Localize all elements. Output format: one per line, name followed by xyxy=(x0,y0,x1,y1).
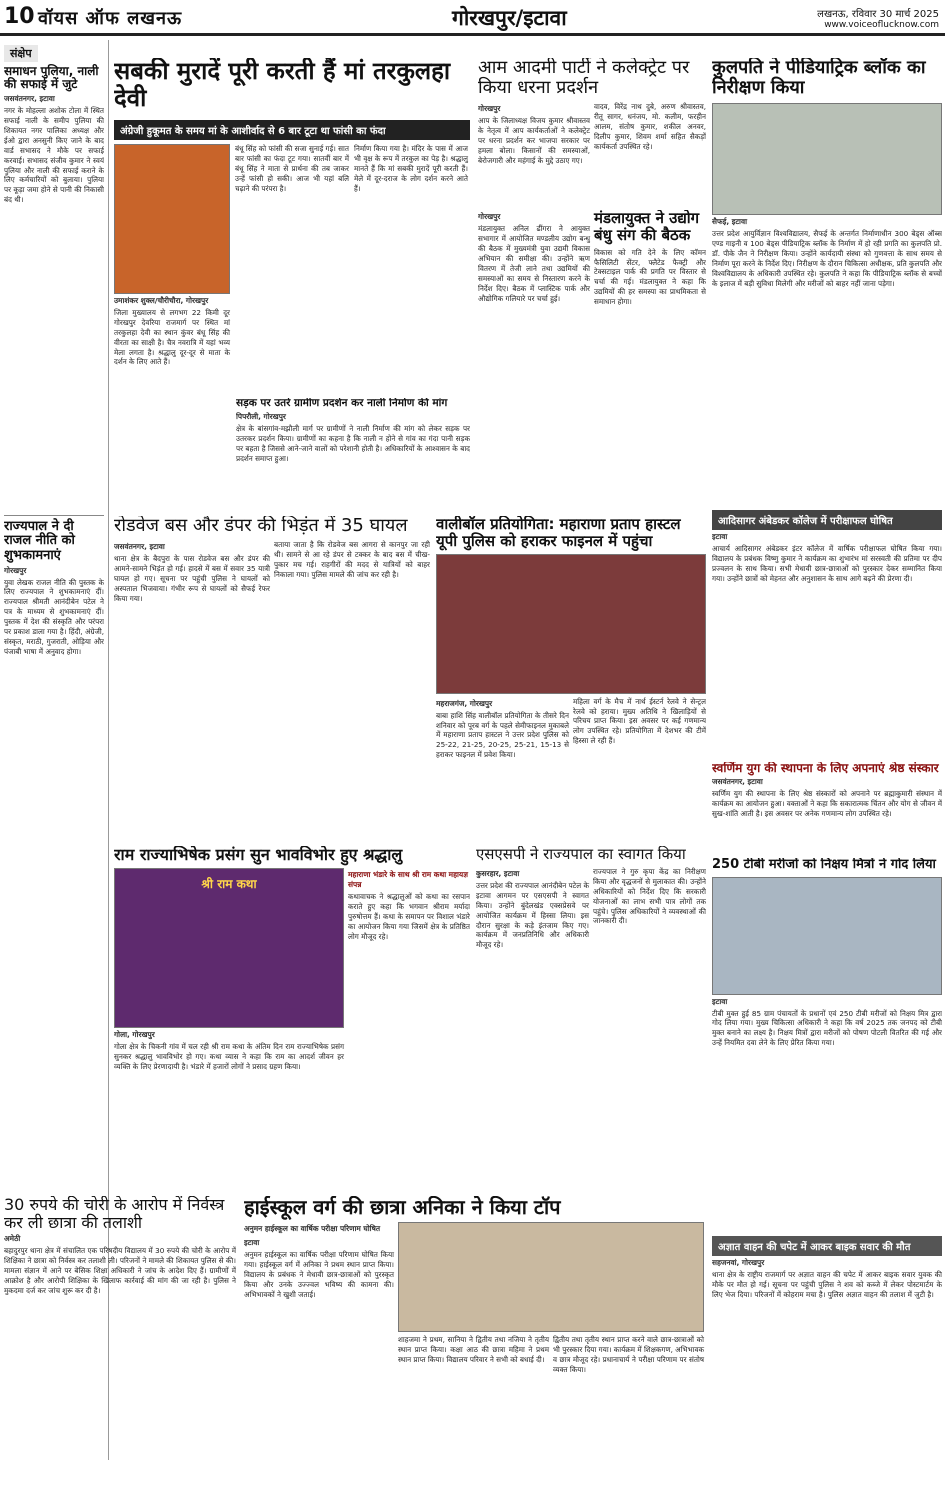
roadways-dateline: जसवंतनगर, इटावा xyxy=(114,542,165,552)
vc-inspection-photo xyxy=(712,103,942,215)
rural-headline: सड़क पर उतरे ग्रामीण प्रदर्शन कर नाली निर्माण की मांग xyxy=(236,398,448,409)
ram-text-2: कथावाचक ने श्रद्धालुओं को कथा का रसपान कराते हुए कहा कि भगवान श्रीराम मर्यादा पुरुषोत्तम हैं। कथा के समापन पर विशाल भंडारे का आयोजन किया गया जिसमें क्षेत्र के प्रतिष्ठित लोग मौजूद रहे। xyxy=(348,891,470,941)
vc-headline: कुलपति ने पीडियाट्रिक ब्लॉक का निरीक्षण किया xyxy=(712,58,926,99)
ambedkar-text: आचार्य आदिसागर अंबेडकर इंटर कॉलेज में वार्षिक परीक्षाफल घोषित किया गया। विद्यालय के प्रबंधक विष्णु कुमार ने कार्यक्रम का शुभारंभ मां सरस्वती की प्रतिमा पर दीप प्रज्वलन के साथ किया। सभी मेधावी छात्र-छात्राओं को पुरस्कार देकर सम्मानित किया गया। उन्होंने छात्रों को मेहनत और अनुशासन के साथ आगे बढ़ने की प्रेरणा दी। xyxy=(712,544,942,583)
accident-story xyxy=(712,1236,942,1456)
rural-dateline: पिपरौली, गोरखपुर xyxy=(236,411,286,421)
express-dateline: कुसरहार, इटावा xyxy=(476,868,520,878)
sidebar-story1-dateline: जसवंतनगर, इटावा xyxy=(4,93,55,103)
aap-names: वादव, विरेंद्र नाथ दुबे, अरुण श्रीवास्तव, रीतू सागर, धनंजय, मो. कलीम, फरहीन आलम, संतोष कुमार, शकील अनवर, दिलीप कुमार, शिवम शर्मा सहित सैकड़ों कार्यकर्ता उपस्थित रहे। xyxy=(594,102,706,152)
accident-text: थाना क्षेत्र के राष्ट्रीय राजमार्ग पर अज्ञात वाहन की चपेट में आकर बाइक सवार युवक की मौके पर मौत हो गई। सूचना पर पहुंची पुलिस ने शव को कब्जे में लेकर पोस्टमार्टम के लिए भेज दिया। परिजनों में कोहराम मचा है। पुलिस अज्ञात वाहन की तलाश में जुटी है। xyxy=(712,1270,942,1299)
page-number: 10 xyxy=(4,4,35,29)
topper-text-3: द्वितीय तथा तृतीय स्थान प्राप्त करने वाले छात्र-छात्राओं को भी पुरस्कार दिया गया। कार्यक्रम में शिक्षकगण, अभिभावक व छात्र मौजूद रहे। प्रधानाचार्य ने परीक्षा परिणाम पर संतोष व्यक्त किया। xyxy=(553,1335,705,1375)
roadways-story xyxy=(114,516,430,816)
vc-story xyxy=(712,58,942,508)
volleyball-story xyxy=(436,516,706,836)
lead-text-2: बंधू सिंह को फांसी की सजा सुनाई गई। सात बार फांसी का फंदा टूट गया। सातवीं बार में बंधू सिंह ने माता से प्रार्थना की तब जाकर उन्हें फांसी हो सकी। आज भी यहां बलि चढ़ाने की परंपरा है। xyxy=(235,143,349,193)
roadways-text-2: बताया जाता है कि रोडवेज बस आगरा से कानपुर जा रही थी। सामने से आ रहे डंपर से टक्कर के बाद बस में चीख-पुकार मच गई। राहगीरों की मदद से यात्रियों को बाहर निकाला गया। पुलिस मामले की जांच कर रही है। xyxy=(274,540,430,579)
tb-headline: 250 टीबी मरीजों को निक्षय मित्रों ने गोद लिया xyxy=(712,858,936,872)
udyog-dateline: गोरखपुर xyxy=(478,212,501,221)
lead-headline: सबकी मुरादें पूरी करती हैं मां तरकुलहा देवी xyxy=(114,58,451,112)
roadways-text: थाना क्षेत्र के बैदपुरा के पास रोडवेज बस और डंपर की आमने-सामने भिड़ंत हो गई। हादसे में बस में सवार 35 यात्री घायल हो गए। सूचना पर पहुंची पुलिस ने घायलों को अस्पताल भिजवाया। गंभीर रूप से घायलों को सैफई रेफर किया गया। xyxy=(114,554,270,603)
edition-title: गोरखपुर/इटावा xyxy=(452,6,567,30)
brand-name: वॉयस ऑफ लखनऊ xyxy=(38,8,183,29)
goddess-photo xyxy=(114,144,230,294)
aap-text: आप के जिलाध्यक्ष विजय कुमार श्रीवास्तव के नेतृत्व में आप कार्यकर्ताओं ने कलेक्ट्रेट पर धरना प्रदर्शन कर भाजपा सरकार पर हमला बोला। किसानों की समस्याओं, बेरोजगारी और महंगाई के मुद्दे उठाए गए। xyxy=(478,116,590,166)
vc-text: उत्तर प्रदेश आयुर्विज्ञान विश्वविद्यालय, सैफई के अन्तर्गत निर्माणाधीन 300 बेड्स ऑब्स एण्ड गाइनी व 100 बेड्स पीडियाट्रिक ब्लॉक के निर्माण में हो रही प्रगति का कुलपति प्रो. डॉ. पीके जैन ने निरीक्षण किया। उन्होंने कार्यदायी संस्था को गुणवत्ता के साथ समय से निर्माण पूरा करने के निर्देश दिए। निरीक्षण के दौरान चिकित्सा अधीक्षक, प्रति कुलपति और विश्वविद्यालय के अधिकारी उपस्थित रहे। कुलपति ने कहा कि पीडियाट्रिक ब्लॉक से बच्चों के इलाज में बड़ी सुविधा मिलेगी और मरीजों को बाहर नहीं जाना पड़ेगा। xyxy=(712,229,942,288)
ram-dateline: गोला, गोरखपुर xyxy=(114,1029,155,1039)
accident-headline: अज्ञात वाहन की चपेट में आकर बाइक सवार की मौत xyxy=(712,1236,942,1256)
topper-photo xyxy=(398,1222,704,1332)
sidebar-label: संक्षेप xyxy=(4,45,38,62)
sidebar-story1-headline: समाधन पुलिया, नाली की सफाई में जुटे xyxy=(4,64,99,92)
sidebar-story2-dateline: गोरखपुर xyxy=(4,565,27,575)
express-story xyxy=(476,846,706,1166)
tb-dateline: इटावा xyxy=(712,996,728,1006)
theft-headline: 30 रुपये की चोरी के आरोप में निर्वस्त्र कर ली छात्रा की तलाशी xyxy=(4,1196,225,1232)
udyog-story xyxy=(478,210,706,510)
express-text: उत्तर प्रदेश की राज्यपाल आनंदीबेन पटेल के इटावा आगमन पर एसएसपी ने स्वागत किया। उन्होंने बुंदेलखंड एक्सप्रेसवे पर आयोजित कार्यक्रम में हिस्सा लिया। इस दौरान सुरक्षा के कड़े इंतजाम किए गए। कार्यक्रम में जनप्रतिनिधि और अधिकारी मौजूद रहे। xyxy=(476,880,589,950)
ambedkar-story xyxy=(712,510,942,760)
ram-story xyxy=(114,846,470,1166)
topper-text-2: शाहजमा ने प्रथम, सानिया ने द्वितीय तथा नजिया ने तृतीय स्थान प्राप्त किया। कक्षा आठ की छात्रा महिमा ने प्रथम स्थान प्राप्त किया। विद्यालय परिवार ने सभी को बधाई दी। xyxy=(398,1335,549,1365)
udyog-text: मंडलायुक्त अनिल ढींगरा ने आयुक्त सभागार में आयोजित मण्डलीय उद्योग बन्धु की बैठक में मुख्यमंत्री युवा उद्यमी विकास अभियान की समीक्षा की। उन्होंने ऋण वितरण में तेजी लाने तथा उद्यमियों की समस्याओं का समय से निस्तारण करने के निर्देश दिए। बैठक में प्लास्टिक पार्क और औद्योगिक गलियारे पर चर्चा हुई। xyxy=(478,224,590,303)
lead-subhead: अंग्रेजी हुकूमत के समय मां के आशीर्वाद से 6 बार टूटा था फांसी का फंदा xyxy=(114,120,470,140)
rural-story xyxy=(236,398,470,510)
swarnim-headline: स्वर्णिम युग की स्थापना के लिए अपनाएं श्रेष्ठ संस्कार xyxy=(712,762,939,775)
topper-text: अनुमन हाईस्कूल का वार्षिक परीक्षा परिणाम घोषित किया गया। हाईस्कूल वर्ग में अनिका ने प्रथम स्थान प्राप्त किया। विद्यालय के प्रबंधक ने मेधावी छात्र-छात्राओं को पुरस्कृत किया और उनके उज्ज्वल भविष्य की कामना की। अभिभावकों ने खुशी जताई। xyxy=(244,1250,394,1300)
vc-dateline: सैफई, इटावा xyxy=(712,217,747,227)
roadways-headline: रोडवेज बस और डंपर की भिड़ंत में 35 घायल xyxy=(114,516,408,536)
udyog-text-2: विकास को गति देने के लिए कॉमन फैसिलिटी सेंटर, फ्लैटेड फैक्ट्री और टेक्सटाइल पार्क की प्रगति पर विस्तार से चर्चा की गई। मंडलायुक्त ने कहा कि उद्यमियों की हर समस्या का प्राथमिकता से समाधान होगा। xyxy=(594,247,706,307)
theft-story xyxy=(4,1196,236,1460)
topper-subhead: अनुमन हाईस्कूल का वार्षिक परीक्षा परिणाम घोषित xyxy=(244,1224,381,1234)
swarnim-text: स्वर्णिम युग की स्थापना के लिए श्रेष्ठ संस्कारों को अपनाने पर ब्रह्माकुमारी संस्थान में कार्यक्रम का आयोजन हुआ। वक्ताओं ने कहा कि सकारात्मक चिंतन और योग से जीवन में सुख-शांति आती है। इस अवसर पर अनेक गणमान्य लोग उपस्थित रहे। xyxy=(712,789,942,819)
volleyball-text: बाबा हाशि सिंह वालीबॉल प्रतियोगिता के तीसरे दिन शनिवार को पूरब वर्ग के पहले सेमीफाइनल मुकाबले में महाराणा प्रताप हास्टल ने उत्तर प्रदेश पुलिस को 25-22, 21-25, 20-25, 25-21, 15-13 से हराकर फाइनल में प्रवेश किया। xyxy=(436,710,569,760)
tb-story xyxy=(712,858,942,1228)
ram-katha-photo: श्री राम कथा xyxy=(114,868,344,1028)
volleyball-dateline: महराजगंज, गोरखपुर xyxy=(436,698,493,708)
sidebar-story1-text: नगर के मोहल्ला अशोक टोला में स्थित सफाई नाली के समीप पुलिया की शिकायत नगर पालिका अध्यक्ष और ईओ द्वारा अनसुनी किए जाने के बाद वार्ड सभासद ने मौके पर सफाई करवाई। सभासद संजीव कुमार ने स्वयं पुलिया और नाली की सफाई कराने के लिए कर्मचारियों को बुलाया। पुलिया पर कूड़ा जमा होने से पानी की निकासी बंद थी। xyxy=(4,105,104,205)
theft-text: बहादुरपुर थाना क्षेत्र में संचालित एक परिषदीय विद्यालय में 30 रुपये की चोरी के आरोप में शिक्षिका ने छात्रा को निर्वस्त्र कर तलाशी ली। परिजनों ने मामले की शिकायत पुलिस से की। मामला संज्ञान में आने पर बेसिक शिक्षा अधिकारी ने जांच के आदेश दिए हैं। ग्रामीणों में आक्रोश है और आरोपी शिक्षिका के खिलाफ कार्रवाई की मांग की जा रही है। पुलिस ने मुकदमा दर्ज कर जांच शुरू कर दी है। xyxy=(4,1245,236,1295)
theft-dateline: अमेठी xyxy=(4,1233,21,1243)
sidebar-story2-text: युवा लेखक राजल नीति की पुस्तक के लिए राज्यपाल ने शुभकामनाएं दीं। राज्यपाल श्रीमती आनंदीबेन पटेल ने पत्र के माध्यम से शुभकामनाएं दीं। पुस्तक में देश की संस्कृति और परंपरा पर प्रकाश डाला गया है। हिंदी, अंग्रेजी, संस्कृत, मराठी, गुजराती, ओड़िया और पंजाबी भाषा में अनुवाद होगा। xyxy=(4,577,104,657)
topper-story xyxy=(244,1196,706,1460)
swarnim-dateline: जसवंतनगर, इटावा xyxy=(712,777,763,787)
ambedkar-dateline: इटावा xyxy=(712,532,728,541)
sidebar-story2-headline: राज्यपाल ने दी राजल नीति को शुभकामनाएं xyxy=(4,518,75,563)
express-text-2: राज्यपाल ने गुरु कृपा केंद्र का निरीक्षण किया और वृद्धजनों से मुलाकात की। उन्होंने अधिकारियों को निर्देश दिए कि सरकारी योजनाओं का लाभ सभी पात्र लोगों तक पहुंचे। पुलिस अधिकारियों ने व्यवस्थाओं की जानकारी दी। xyxy=(593,866,706,926)
tb-text: टीबी मुक्त हुई 85 ग्राम पंचायतों के प्रधानों एवं 250 टीबी मरीजों को निक्षय मित्र द्वारा गोद लिया गया। मुख्य चिकित्सा अधिकारी ने कहा कि वर्ष 2025 तक जनपद को टीबी मुक्त बनाने का लक्ष्य है। निक्षय मित्रों द्वारा मरीजों को पोषण पोटली वितरित की गई और उन्हें नियमित दवा लेने के लिए प्रेरित किया गया। xyxy=(712,1008,942,1048)
aap-dateline: गोरखपुर xyxy=(478,104,501,114)
ram-text: गोला क्षेत्र के चिकनी गांव में चल रही श्री राम कथा के अंतिम दिन राम राज्याभिषेक प्रसंग सुनकर श्रद्धालु भावविभोर हो गए। कथा व्यास ने कहा कि राम का आदर्श जीवन हर व्यक्ति के लिए प्रेरणादायी है। भंडारे में हजारों लोगों ने प्रसाद ग्रहण किया। xyxy=(114,1041,344,1071)
ram-headline: राम राज्याभिषेक प्रसंग सुन भावविभोर हुए श्रद्धालु xyxy=(114,846,403,864)
lead-text-1: जिला मुख्यालय से लगभग 22 किमी दूर गोरखपुर देवरिया राजमार्ग पर स्थित मां तरकुलहा देवी का स्थान कुंवर बंधू सिंह की वीरता का साक्षी है। चैत्र नवरात्रि में यहां भव्य मेला लगता है। श्रद्धालु दूर-दूर से माता के दर्शन के लिए आते हैं। xyxy=(114,307,230,367)
aap-headline: आम आदमी पार्टी ने कलेक्ट्रेट पर किया धरना प्रदर्शन xyxy=(478,58,690,99)
rural-text: क्षेत्र के बांसगांव-मझौली मार्ग पर ग्रामीणों ने नाली निर्माण की मांग को लेकर सड़क पर उतरकर प्रदर्शन किया। ग्रामीणों का कहना है कि नाली न होने से गांव का गंदा पानी सड़क पर बहता है जिससे आने-जाने वालों को परेशानी होती है। अधिकारियों के आश्वासन के बाद प्रदर्शन समाप्त हुआ। xyxy=(236,423,470,463)
topper-dateline: इटावा xyxy=(244,1238,260,1248)
ram-subhead: महाराणा भंडारे के साथ श्री राम कथा महायज्ञ संपन्न xyxy=(348,869,468,889)
masthead xyxy=(0,0,945,36)
udyog-headline: मंडलायुक्त ने उद्योग बंधु संग की बैठक xyxy=(594,210,700,244)
website-link[interactable]: www.voiceoflucknow.com xyxy=(824,20,939,30)
topper-headline: हाईस्कूल वर्ग की छात्रा अनिका ने किया टॉप xyxy=(244,1196,561,1219)
express-headline: एसएसपी ने राज्यपाल का स्वागत किया xyxy=(476,846,686,863)
ambedkar-headline: आदिसागर अंबेडकर कॉलेज में परीक्षाफल घोषित xyxy=(712,510,942,530)
volleyball-photo xyxy=(436,554,706,694)
volleyball-headline: वालीबॉल प्रतियोगिता: महाराणा प्रताप हास्टल यूपी पुलिस को हराकर फाइनल में पहुंचा xyxy=(436,516,681,550)
publication-date: लखनऊ, रविवार 30 मार्च 2025 xyxy=(817,9,939,20)
lead-photo-caption: उमाशंकर शुक्ल/चौरीचौरा, गोरखपुर xyxy=(114,295,209,305)
lead-text-3: निर्माण किया गया है। मंदिर के पास में आज भी वृक्ष के रूप में तरकुल का पेड़ है। श्रद्धालु मानते हैं कि मां सबकी मुरादें पूरी करती हैं। मेले में दूर-दराज के लोग दर्शन करने आते हैं। xyxy=(354,143,468,193)
swarnim-story xyxy=(712,762,942,858)
tb-photo xyxy=(712,877,942,995)
volleyball-text-2: महिला वर्ग के मैच में नार्थ ईस्टर्न रेलवे ने सेन्ट्रल रेलवे को हराया। मुख्य अतिथि ने खिलाड़ियों से परिचय प्राप्त किया। इस अवसर पर कई गणमान्य लोग उपस्थित रहे। प्रतियोगिता में देशभर की टीमें हिस्सा ले रही हैं। xyxy=(573,696,706,746)
accident-dateline: सहजनवां, गोरखपुर xyxy=(712,1258,765,1267)
aap-story xyxy=(478,58,706,208)
